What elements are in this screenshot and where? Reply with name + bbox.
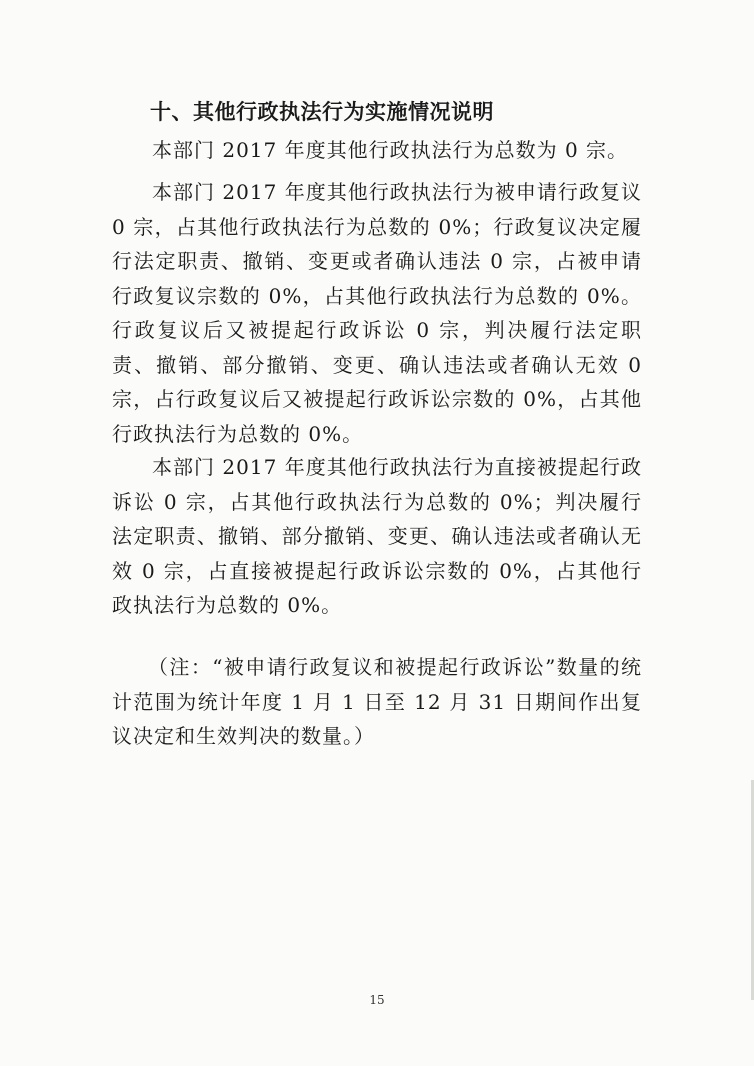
paragraph-administrative-litigation: 本部门 2017 年度其他行政执法行为直接被提起行政诉讼 0 宗，占其他行政执法行为总数的 0%；判决履行法定职责、撤销、部分撤销、变更、确认违法或者确认无效 0 宗，占直接被提起行政诉讼宗数的 0%，占其他行政执法行为总数的 0%。: [112, 455, 642, 617]
page-number: 15: [369, 993, 385, 1007]
paragraph-total: 本部门 2017 年度其他行政执法行为总数为 0 宗。: [152, 138, 629, 162]
section-heading: 十、其他行政执法行为实施情况说明: [150, 100, 494, 124]
paragraph-note: （注：“被申请行政复议和被提起行政诉讼”数量的统计范围为统计年度 1 月 1 日至 12 月 31 日期间作出复议决定和生效判决的数量。）: [112, 655, 642, 748]
paragraph-administrative-review: 本部门 2017 年度其他行政执法行为被申请行政复议 0 宗，占其他行政执法行为总数的 0%；行政复议决定履行法定职责、撤销、变更或者确认违法 0 宗，占被申请行政复议宗数的 0%，占其他行政执法行为总数的 0%。行政复议后又被提起行政诉讼 0 宗，判决履行法定职责、撤销、部分撤销、变更、确认违法或者确认无效 0 宗，占行政复议后又被提起行政诉讼宗数的 0%，占其他行政执法行为总数的 0%。: [112, 180, 642, 446]
